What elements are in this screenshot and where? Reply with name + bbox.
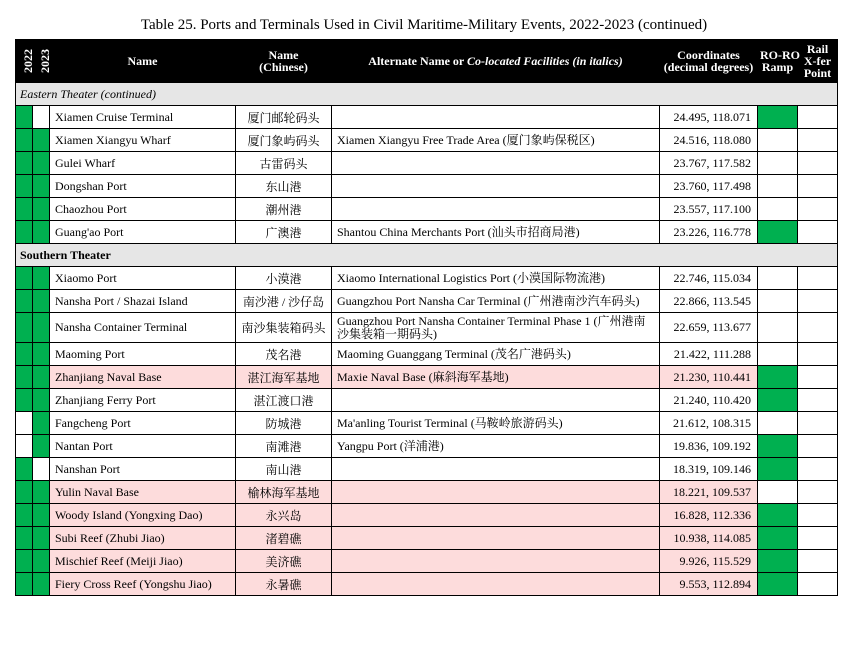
used-2022-cell	[16, 290, 33, 313]
table-header	[16, 40, 838, 83]
roro-ramp-cell	[758, 313, 798, 343]
alternate-name: Xiaomo International Logistics Port (小漠国际物流港)	[332, 267, 660, 290]
used-2023-cell	[33, 550, 50, 573]
used-2023-cell	[33, 389, 50, 412]
table-row	[16, 389, 838, 412]
roro-ramp-cell	[758, 366, 798, 389]
header-2023: 2023	[33, 40, 50, 83]
used-2023-cell	[33, 129, 50, 152]
alternate-name	[332, 152, 660, 175]
used-2022-cell	[16, 504, 33, 527]
rail-xfer-cell	[798, 343, 838, 366]
used-2022-cell	[16, 550, 33, 573]
rail-xfer-cell	[798, 550, 838, 573]
alternate-name	[332, 175, 660, 198]
used-2022-cell	[16, 412, 33, 435]
used-2023-cell	[33, 573, 50, 596]
table-caption: Table 25. Ports and Terminals Used in Civil Maritime-Military Events, 2022-2023 (continued)	[140, 17, 708, 33]
rail-xfer-cell	[798, 458, 838, 481]
used-2022-cell	[16, 198, 33, 221]
alternate-name: Shantou China Merchants Port (汕头市招商局港)	[332, 221, 660, 244]
port-name-chinese: 南山港	[236, 458, 332, 481]
used-2022-cell	[16, 267, 33, 290]
rail-xfer-cell	[798, 527, 838, 550]
used-2023-cell	[33, 458, 50, 481]
table-row	[16, 527, 838, 550]
roro-ramp-cell	[758, 267, 798, 290]
used-2022-cell	[16, 313, 33, 343]
alternate-name: Guangzhou Port Nansha Container Terminal Phase 1 (广州港南沙集装箱一期码头)	[332, 313, 660, 343]
rail-xfer-cell	[798, 129, 838, 152]
port-name: Chaozhou Port	[50, 198, 236, 221]
used-2023-cell	[33, 267, 50, 290]
roro-ramp-cell	[758, 175, 798, 198]
port-name: Subi Reef (Zhubi Jiao)	[50, 527, 236, 550]
rail-xfer-cell	[798, 106, 838, 129]
coordinates: 21.612, 108.315	[660, 412, 758, 435]
used-2023-cell	[33, 198, 50, 221]
port-name-chinese: 永暑礁	[236, 573, 332, 596]
header-coordinates: Coordinates (decimal degrees)	[660, 40, 758, 83]
header-rail: Rail X-fer Point	[798, 40, 838, 83]
port-name: Gulei Wharf	[50, 152, 236, 175]
header-alternate: Alternate Name or Co-located Facilities (in italics)	[332, 40, 660, 83]
used-2022-cell	[16, 175, 33, 198]
section-row	[16, 83, 838, 106]
alternate-name: Maoming Guanggang Terminal (茂名广港码头)	[332, 343, 660, 366]
alternate-name	[332, 550, 660, 573]
used-2022-cell	[16, 435, 33, 458]
used-2023-cell	[33, 504, 50, 527]
rail-xfer-cell	[798, 221, 838, 244]
alternate-name	[332, 458, 660, 481]
coordinates: 23.226, 116.778	[660, 221, 758, 244]
port-name-chinese: 广澳港	[236, 221, 332, 244]
port-name-chinese: 小漠港	[236, 267, 332, 290]
port-name-chinese: 南沙港 / 沙仔岛	[236, 290, 332, 313]
used-2023-cell	[33, 435, 50, 458]
alternate-name	[332, 106, 660, 129]
roro-ramp-cell	[758, 412, 798, 435]
used-2022-cell	[16, 573, 33, 596]
rail-xfer-cell	[798, 481, 838, 504]
rail-xfer-cell	[798, 313, 838, 343]
coordinates: 10.938, 114.085	[660, 527, 758, 550]
coordinates: 23.760, 117.498	[660, 175, 758, 198]
rail-xfer-cell	[798, 267, 838, 290]
used-2022-cell	[16, 129, 33, 152]
port-name-chinese: 湛江海军基地	[236, 366, 332, 389]
roro-ramp-cell	[758, 481, 798, 504]
table-row	[16, 313, 838, 343]
coordinates: 18.221, 109.537	[660, 481, 758, 504]
port-name: Nansha Port / Shazai Island	[50, 290, 236, 313]
coordinates: 21.230, 110.441	[660, 366, 758, 389]
used-2023-cell	[33, 366, 50, 389]
roro-ramp-cell	[758, 435, 798, 458]
coordinates: 24.495, 118.071	[660, 106, 758, 129]
rail-xfer-cell	[798, 366, 838, 389]
port-name: Maoming Port	[50, 343, 236, 366]
rail-xfer-cell	[798, 198, 838, 221]
roro-ramp-cell	[758, 550, 798, 573]
port-name: Xiaomo Port	[50, 267, 236, 290]
port-name: Fangcheng Port	[50, 412, 236, 435]
coordinates: 18.319, 109.146	[660, 458, 758, 481]
table-row	[16, 221, 838, 244]
used-2022-cell	[16, 343, 33, 366]
used-2023-cell	[33, 313, 50, 343]
alternate-name	[332, 504, 660, 527]
rail-xfer-cell	[798, 435, 838, 458]
coordinates: 24.516, 118.080	[660, 129, 758, 152]
port-name-chinese: 湛江渡口港	[236, 389, 332, 412]
table-row	[16, 106, 838, 129]
roro-ramp-cell	[758, 504, 798, 527]
port-name-chinese: 厦门象屿码头	[236, 129, 332, 152]
section-label: Southern Theater	[16, 244, 838, 267]
coordinates: 23.557, 117.100	[660, 198, 758, 221]
rail-xfer-cell	[798, 412, 838, 435]
used-2022-cell	[16, 481, 33, 504]
section-row	[16, 244, 838, 267]
used-2022-cell	[16, 152, 33, 175]
alternate-name	[332, 389, 660, 412]
coordinates: 22.659, 113.677	[660, 313, 758, 343]
roro-ramp-cell	[758, 152, 798, 175]
table-row	[16, 481, 838, 504]
used-2022-cell	[16, 389, 33, 412]
roro-ramp-cell	[758, 221, 798, 244]
table-row	[16, 175, 838, 198]
alternate-name	[332, 198, 660, 221]
port-name-chinese: 东山港	[236, 175, 332, 198]
port-name-chinese: 榆林海军基地	[236, 481, 332, 504]
rail-xfer-cell	[798, 573, 838, 596]
table-row	[16, 366, 838, 389]
used-2023-cell	[33, 221, 50, 244]
table-row	[16, 129, 838, 152]
header-chinese: Name (Chinese)	[236, 40, 332, 83]
used-2022-cell	[16, 106, 33, 129]
table-row	[16, 343, 838, 366]
header-roro: RO-RO Ramp	[758, 40, 798, 83]
alternate-name: Ma'anling Tourist Terminal (马鞍岭旅游码头)	[332, 412, 660, 435]
ports-table	[15, 39, 838, 596]
table-row	[16, 573, 838, 596]
port-name: Zhanjiang Naval Base	[50, 366, 236, 389]
coordinates: 9.926, 115.529	[660, 550, 758, 573]
port-name: Dongshan Port	[50, 175, 236, 198]
used-2023-cell	[33, 481, 50, 504]
table-row	[16, 458, 838, 481]
coordinates: 16.828, 112.336	[660, 504, 758, 527]
roro-ramp-cell	[758, 129, 798, 152]
used-2023-cell	[33, 412, 50, 435]
used-2023-cell	[33, 152, 50, 175]
used-2023-cell	[33, 290, 50, 313]
coordinates: 21.422, 111.288	[660, 343, 758, 366]
port-name: Xiamen Xiangyu Wharf	[50, 129, 236, 152]
coordinates: 22.866, 113.545	[660, 290, 758, 313]
coordinates: 23.767, 117.582	[660, 152, 758, 175]
used-2023-cell	[33, 343, 50, 366]
port-name-chinese: 永兴岛	[236, 504, 332, 527]
alternate-name: Xiamen Xiangyu Free Trade Area (厦门象屿保税区)	[332, 129, 660, 152]
table-row	[16, 504, 838, 527]
port-name: Nanshan Port	[50, 458, 236, 481]
table-row	[16, 412, 838, 435]
port-name: Zhanjiang Ferry Port	[50, 389, 236, 412]
roro-ramp-cell	[758, 343, 798, 366]
roro-ramp-cell	[758, 290, 798, 313]
port-name: Yulin Naval Base	[50, 481, 236, 504]
port-name: Fiery Cross Reef (Yongshu Jiao)	[50, 573, 236, 596]
used-2022-cell	[16, 366, 33, 389]
table-body	[16, 83, 838, 596]
port-name: Nansha Container Terminal	[50, 313, 236, 343]
table-row	[16, 290, 838, 313]
table-row	[16, 550, 838, 573]
header-name: Name	[50, 40, 236, 83]
port-name-chinese: 南沙集装箱码头	[236, 313, 332, 343]
coordinates: 22.746, 115.034	[660, 267, 758, 290]
alternate-name	[332, 573, 660, 596]
alternate-name	[332, 481, 660, 504]
rail-xfer-cell	[798, 504, 838, 527]
used-2022-cell	[16, 458, 33, 481]
table-row	[16, 435, 838, 458]
table-row	[16, 267, 838, 290]
port-name-chinese: 古雷码头	[236, 152, 332, 175]
port-name-chinese: 厦门邮轮码头	[236, 106, 332, 129]
port-name: Woody Island (Yongxing Dao)	[50, 504, 236, 527]
rail-xfer-cell	[798, 290, 838, 313]
header-2022: 2022	[16, 40, 33, 83]
used-2023-cell	[33, 175, 50, 198]
used-2022-cell	[16, 221, 33, 244]
used-2023-cell	[33, 527, 50, 550]
port-name-chinese: 南滩港	[236, 435, 332, 458]
roro-ramp-cell	[758, 573, 798, 596]
port-name-chinese: 美济礁	[236, 550, 332, 573]
coordinates: 9.553, 112.894	[660, 573, 758, 596]
port-name-chinese: 防城港	[236, 412, 332, 435]
coordinates: 21.240, 110.420	[660, 389, 758, 412]
rail-xfer-cell	[798, 389, 838, 412]
roro-ramp-cell	[758, 198, 798, 221]
alternate-name: Yangpu Port (洋浦港)	[332, 435, 660, 458]
roro-ramp-cell	[758, 527, 798, 550]
alternate-name	[332, 527, 660, 550]
alternate-name: Maxie Naval Base (麻斜海军基地)	[332, 366, 660, 389]
used-2023-cell	[33, 106, 50, 129]
rail-xfer-cell	[798, 152, 838, 175]
table-row	[16, 198, 838, 221]
port-name-chinese: 潮州港	[236, 198, 332, 221]
port-name: Xiamen Cruise Terminal	[50, 106, 236, 129]
port-name: Nantan Port	[50, 435, 236, 458]
port-name-chinese: 茂名港	[236, 343, 332, 366]
table-row	[16, 152, 838, 175]
port-name: Mischief Reef (Meiji Jiao)	[50, 550, 236, 573]
section-label: Eastern Theater (continued)	[16, 83, 838, 106]
rail-xfer-cell	[798, 175, 838, 198]
roro-ramp-cell	[758, 106, 798, 129]
port-name-chinese: 渚碧礁	[236, 527, 332, 550]
port-name: Guang'ao Port	[50, 221, 236, 244]
alternate-name: Guangzhou Port Nansha Car Terminal (广州港南沙汽车码头)	[332, 290, 660, 313]
coordinates: 19.836, 109.192	[660, 435, 758, 458]
used-2022-cell	[16, 527, 33, 550]
roro-ramp-cell	[758, 458, 798, 481]
roro-ramp-cell	[758, 389, 798, 412]
